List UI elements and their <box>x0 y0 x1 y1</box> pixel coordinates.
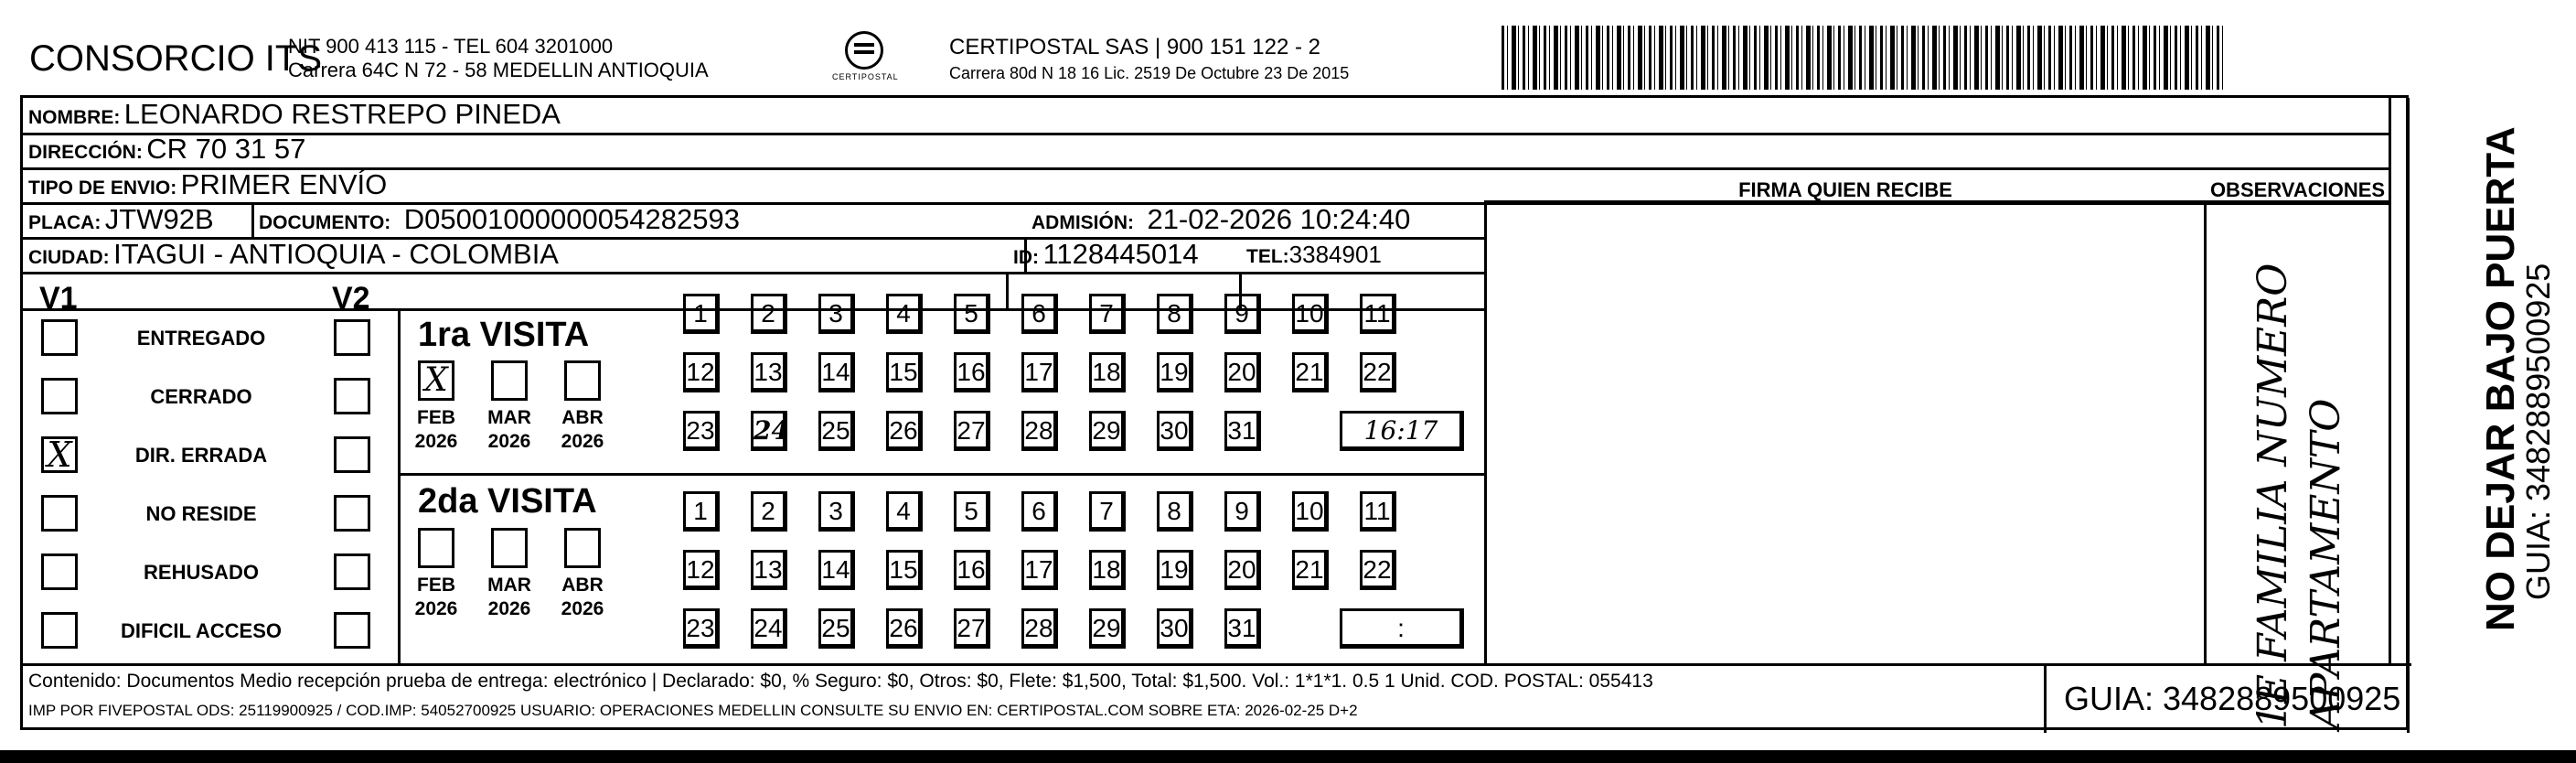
day-box[interactable]: 16 <box>954 550 990 590</box>
day-box[interactable]: 12 <box>683 352 720 392</box>
day-box[interactable]: 13 <box>751 550 787 590</box>
visit1-title: 1ra VISITA <box>418 316 590 354</box>
v1-checkbox[interactable] <box>41 378 78 414</box>
company-address: Carrera 64C N 72 - 58 MEDELLIN ANTIOQUIA <box>288 59 709 81</box>
ciudad-label: CIUDAD: <box>28 247 110 268</box>
v2-checkbox[interactable] <box>334 319 370 356</box>
status-label: ENTREGADO <box>136 327 266 349</box>
day-box[interactable]: 18 <box>1089 550 1126 590</box>
day-box[interactable] <box>751 411 787 451</box>
tel-label: TEL: <box>1246 246 1289 267</box>
v2-header: V2 <box>332 281 370 316</box>
day-box[interactable]: 14 <box>818 352 855 392</box>
side-guia: GUIA: 3482889500925 <box>2519 263 2557 600</box>
day-box[interactable]: 30 <box>1157 608 1193 649</box>
day-box[interactable]: 10 <box>1292 294 1329 334</box>
footer-imp: IMP POR FIVEPOSTAL ODS: 25119900925 / COD.IMP: 54052700925 USUARIO: OPERACIONES MEDELLIN CONSULTE SU ENVIO EN: CERTIPOSTAL.COM SOBRE ETA: 2026-02-25 D+2 <box>28 702 1358 719</box>
company-info <box>288 35 709 82</box>
observaciones-header: OBSERVACIONES <box>2209 178 2386 201</box>
day-box[interactable]: 3 <box>818 294 855 334</box>
day-box[interactable]: 30 <box>1157 411 1193 451</box>
day-box[interactable]: 31 <box>1224 608 1261 649</box>
day-box[interactable]: 2 <box>751 294 787 334</box>
observaciones-handwritten: 1E FAMILIA NUMERO APARTAMENTO <box>2250 263 2349 729</box>
day-box[interactable]: 17 <box>1021 352 1058 392</box>
day-box[interactable]: 10 <box>1292 491 1329 532</box>
bottom-edge <box>0 750 2576 763</box>
direccion-row <box>28 133 305 166</box>
day-box[interactable]: 26 <box>886 608 923 649</box>
carrier-info <box>949 35 1349 83</box>
status-label: DIFICIL ACCESO <box>120 619 282 642</box>
day-box[interactable]: 6 <box>1021 491 1058 532</box>
status-label: CERRADO <box>150 385 252 408</box>
day-box[interactable]: 22 <box>1360 352 1396 392</box>
direccion-value: CR 70 31 57 <box>146 133 306 165</box>
carrier-address: Carrera 80d N 18 16 Lic. 2519 De Octubre 23 De 2015 <box>949 64 1350 82</box>
placa-field <box>28 203 214 236</box>
day-box[interactable]: 7 <box>1089 491 1126 532</box>
month-label: MAR 2026 <box>487 575 531 619</box>
day-box[interactable]: 27 <box>954 411 990 451</box>
day-box[interactable]: 24 <box>751 608 787 649</box>
day-box[interactable]: 17 <box>1021 550 1058 590</box>
day-box[interactable]: 8 <box>1157 491 1193 532</box>
day-box[interactable]: 26 <box>886 411 923 451</box>
no-dejar-warning: NO DEJAR BAJO PUERTA <box>2478 126 2523 631</box>
documento-value: D05001000000054282593 <box>403 203 740 235</box>
day-box[interactable]: 14 <box>818 550 855 590</box>
day-box[interactable]: 25 <box>818 411 855 451</box>
day-box[interactable]: 13 <box>751 352 787 392</box>
month-label: MAR 2026 <box>487 407 531 452</box>
tipo-value: PRIMER ENVÍO <box>180 168 388 200</box>
firma-header: FIRMA QUIEN RECIBE <box>1738 178 1952 201</box>
day-box[interactable]: 6 <box>1021 294 1058 334</box>
time-field[interactable]: : <box>1340 608 1464 649</box>
month-checkbox[interactable] <box>491 360 528 401</box>
direccion-label: DIRECCIÓN: <box>28 142 143 163</box>
day-box[interactable]: 5 <box>954 294 990 334</box>
month-checkbox[interactable] <box>418 360 454 401</box>
v2-checkbox[interactable] <box>334 612 370 649</box>
placa-value: JTW92B <box>104 203 214 235</box>
v2-checkbox[interactable] <box>334 436 370 473</box>
status-label: REHUSADO <box>144 561 259 584</box>
month-label: ABR 2026 <box>561 575 604 619</box>
day-box[interactable]: 4 <box>886 294 923 334</box>
tel-value: 3384901 <box>1288 241 1382 268</box>
day-box[interactable]: 2 <box>751 491 787 532</box>
day-box[interactable]: 12 <box>683 550 720 590</box>
company-name: CONSORCIO ITS <box>29 38 323 79</box>
month-label: FEB 2026 <box>414 575 458 619</box>
day-box[interactable]: 19 <box>1157 550 1193 590</box>
month-label: ABR 2026 <box>561 407 604 452</box>
day-box[interactable]: 7 <box>1089 294 1126 334</box>
logo-text: CERTIPOSTAL <box>832 72 899 81</box>
logo-mark-icon <box>845 31 883 70</box>
month-checkbox[interactable] <box>418 528 454 568</box>
status-label: NO RESIDE <box>145 502 257 525</box>
nombre-label: NOMBRE: <box>28 107 121 128</box>
v1-checkbox[interactable] <box>41 495 78 532</box>
delivery-form <box>20 95 2409 730</box>
month-checkbox[interactable] <box>564 528 601 568</box>
day-box[interactable]: 29 <box>1089 411 1126 451</box>
day-box[interactable]: 23 <box>683 411 720 451</box>
day-box[interactable]: 4 <box>886 491 923 532</box>
v2-checkbox[interactable] <box>334 378 370 414</box>
v1-checkbox[interactable] <box>41 436 78 473</box>
ciudad-field <box>28 238 559 271</box>
documento-label: DOCUMENTO: <box>259 212 391 233</box>
tipo-row <box>28 168 387 201</box>
day-box[interactable]: 15 <box>886 550 923 590</box>
v1-checkbox[interactable] <box>41 612 78 649</box>
day-box[interactable]: 16 <box>954 352 990 392</box>
admision-value: 21-02-2026 10:24:40 <box>1147 203 1411 235</box>
day-box[interactable]: 25 <box>818 608 855 649</box>
tel-field <box>1246 241 1382 269</box>
month-checkbox[interactable] <box>564 360 601 401</box>
day-box[interactable]: 29 <box>1089 608 1126 649</box>
day-box[interactable]: 9 <box>1224 491 1261 532</box>
day-box[interactable]: 5 <box>954 491 990 532</box>
carrier-line: CERTIPOSTAL SAS | 900 151 122 - 2 <box>949 35 1320 59</box>
status-label: DIR. ERRADA <box>134 444 268 467</box>
nit-line: NIT 900 413 115 - TEL 604 3201000 <box>288 35 614 58</box>
footer-contenido: Contenido: Documentos Medio recepción prueba de entrega: electrónico | Declarado: $0, % Seguro: $0, Otros: $0, Flete: $1,500, Total: $1,500. Vol.: 1*1*1. 0.5 1 Unid. COD. POSTAL: 055413 <box>28 671 1653 692</box>
placa-label: PLACA: <box>28 212 102 233</box>
admision-field <box>1031 203 1410 236</box>
month-label: FEB 2026 <box>414 407 458 452</box>
day-mark: 24 <box>754 415 789 446</box>
day-box[interactable]: 11 <box>1360 294 1396 334</box>
v2-checkbox[interactable] <box>334 553 370 590</box>
v2-checkbox[interactable] <box>334 495 370 532</box>
id-value: 1128445014 <box>1042 238 1199 270</box>
day-box[interactable]: 8 <box>1157 294 1193 334</box>
day-box[interactable]: 28 <box>1021 411 1058 451</box>
day-box[interactable]: 11 <box>1360 491 1396 532</box>
v1-checkbox[interactable] <box>41 319 78 356</box>
month-checkbox[interactable] <box>491 528 528 568</box>
day-box[interactable]: 1 <box>683 294 720 334</box>
day-box[interactable]: 27 <box>954 608 990 649</box>
check-mark: X <box>424 361 448 399</box>
id-label: ID: <box>1013 247 1039 268</box>
day-box[interactable]: 28 <box>1021 608 1058 649</box>
day-box[interactable]: 3 <box>818 491 855 532</box>
day-box[interactable]: 21 <box>1292 352 1329 392</box>
day-box[interactable]: 20 <box>1224 550 1261 590</box>
tipo-label: TIPO DE ENVIO: <box>28 177 177 199</box>
footer-guia: GUIA: 3482889500925 <box>2064 680 2401 717</box>
nombre-row <box>28 98 561 131</box>
day-box[interactable]: 9 <box>1224 294 1261 334</box>
time-field[interactable]: 16:17 <box>1340 411 1464 451</box>
day-box[interactable]: 22 <box>1360 550 1396 590</box>
documento-field <box>259 203 740 236</box>
v1-header: V1 <box>39 281 78 316</box>
day-box[interactable]: 19 <box>1157 352 1193 392</box>
day-box[interactable]: 21 <box>1292 550 1329 590</box>
admision-label: ADMISIÓN: <box>1031 212 1134 233</box>
visit2-title: 2da VISITA <box>418 482 597 521</box>
nombre-value: LEONARDO RESTREPO PINEDA <box>123 98 561 130</box>
certipostal-logo <box>832 31 899 81</box>
v1-checkbox[interactable] <box>41 553 78 590</box>
id-field <box>1013 238 1199 271</box>
day-box[interactable]: 1 <box>683 491 720 532</box>
barcode <box>1502 26 2224 90</box>
day-box[interactable]: 31 <box>1224 411 1261 451</box>
day-box[interactable]: 20 <box>1224 352 1261 392</box>
firma-area[interactable] <box>1487 205 2204 663</box>
ciudad-value: ITAGUI - ANTIOQUIA - COLOMBIA <box>113 238 559 270</box>
check-mark: X <box>47 435 72 475</box>
day-box[interactable]: 15 <box>886 352 923 392</box>
day-box[interactable]: 23 <box>683 608 720 649</box>
day-box[interactable]: 18 <box>1089 352 1126 392</box>
